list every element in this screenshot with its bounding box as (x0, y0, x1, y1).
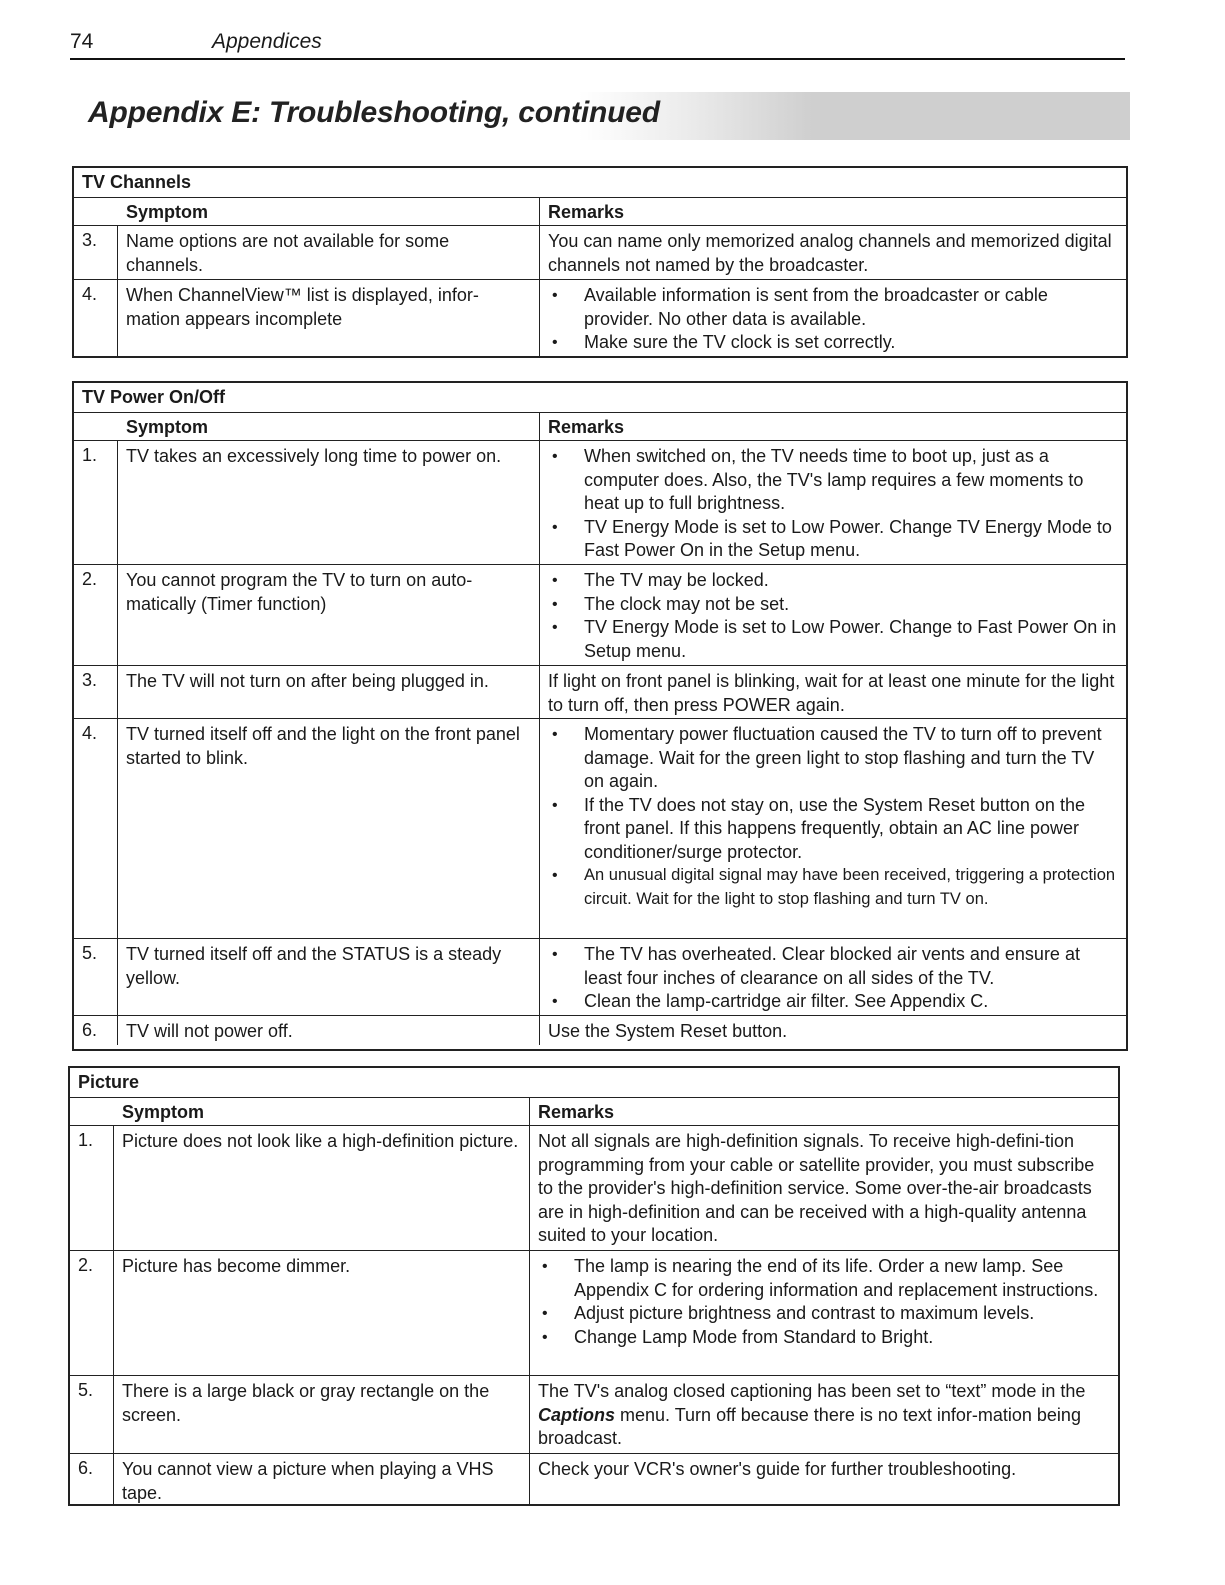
symptom-text: There is a large black or gray rectangle on the screen. (114, 1376, 530, 1453)
num-header (74, 198, 118, 225)
table-picture (68, 1066, 1120, 1506)
remarks-header: Remarks (538, 1102, 615, 1122)
bullet-item: • Available information is sent from the broadcaster or cable provider. No other data is available. (548, 284, 1118, 331)
table-row (74, 1016, 1126, 1045)
row-number: 6. (70, 1454, 114, 1504)
remarks-bullets (540, 565, 1126, 665)
remarks-bullets (540, 719, 1126, 938)
row-number: 2. (74, 565, 118, 665)
symptom-text: You cannot program the TV to turn on auto-matically (Timer function) (118, 565, 540, 665)
remarks-text (530, 1376, 1118, 1453)
row-number: 1. (70, 1126, 114, 1250)
section-name: Appendices (212, 30, 322, 53)
remarks-bullets (540, 280, 1126, 356)
bullet-item: • The TV has overheated. Clear blocked air vents and ensure at least four inches of clearance on all sides of the TV. (548, 943, 1118, 990)
symptom-header: Symptom (114, 1098, 530, 1125)
symptom-text: The TV will not turn on after being plugged in. (118, 666, 540, 718)
symptom-text: TV takes an excessively long time to power on. (118, 441, 540, 564)
row-number: 2. (70, 1251, 114, 1375)
page-title: Appendix E: Troubleshooting, continued (88, 96, 660, 129)
bullet-item: • Make sure the TV clock is set correctly. (548, 331, 1118, 355)
remarks-text: You can name only memorized analog channels and memorized digital channels not named by the broadcaster. (548, 231, 1112, 275)
bullet-item: • Momentary power fluctuation caused the TV to turn off to prevent damage. Wait for the green light to stop flashing and turn the TV on again. (548, 723, 1118, 794)
num-header (70, 1098, 114, 1125)
symptom-header: Symptom (118, 198, 540, 225)
table-row (70, 1251, 1118, 1376)
row-number: 6. (74, 1016, 118, 1045)
table-row (74, 719, 1126, 939)
symptom-text: You cannot view a picture when playing a VHS tape. (114, 1454, 530, 1504)
table-row (74, 666, 1126, 719)
symptom-text: TV turned itself off and the light on the front panel started to blink. (118, 719, 540, 938)
remarks-text: Use the System Reset button. (548, 1021, 788, 1041)
bullet-item: • Adjust picture brightness and contrast to maximum levels. (538, 1302, 1110, 1326)
bullet-item: • Change Lamp Mode from Standard to Bright. (538, 1326, 1110, 1350)
bullet-item: • Clean the lamp-cartridge air filter. See Appendix C. (548, 990, 1118, 1014)
bullet-item: • An unusual digital signal may have been received, triggering a protection circuit. Wait for the light to stop flashing and turn TV on. (548, 864, 1118, 911)
remarks-bullets (540, 939, 1126, 1015)
table-row (74, 939, 1126, 1016)
bullet-item: • TV Energy Mode is set to Low Power. Change to Fast Power On in Setup menu. (548, 616, 1118, 663)
table-row (70, 1376, 1118, 1454)
row-number: 1. (74, 441, 118, 564)
table-row (70, 1454, 1118, 1504)
symptom-text: When ChannelView™ list is displayed, infor-mation appears incomplete (118, 280, 540, 356)
table-row (74, 441, 1126, 565)
table-header-row (70, 1098, 1118, 1126)
row-number: 4. (74, 719, 118, 938)
symptom-text: Picture does not look like a high-definition picture. (114, 1126, 530, 1250)
symptom-text: Picture has become dimmer. (114, 1251, 530, 1375)
table-tv-power (72, 381, 1128, 1051)
table-row (74, 226, 1126, 280)
row-number: 3. (74, 666, 118, 718)
remarks-text: Not all signals are high-definition signals. To receive high-defini-tion programming from your cable or satellite provider, you must subscribe to the provider's high-definition service. Some over-the-air broadcasts are in high-definition and can be received with a high-quality antenna suited to your location. (538, 1131, 1095, 1245)
table-tv-channels (72, 166, 1128, 358)
bullet-item: • If the TV does not stay on, use the System Reset button on the front panel. If this happens frequently, obtain an AC line power conditioner/surge protector. (548, 794, 1118, 865)
bullet-item: • When switched on, the TV needs time to boot up, just as a computer does. Also, the TV's lamp requires a few moments to heat up to full brightness. (548, 445, 1118, 516)
table-title: TV Channels (74, 168, 1126, 198)
table-header-row (74, 198, 1126, 226)
table-row (74, 565, 1126, 666)
symptom-text: Name options are not available for some channels. (118, 226, 540, 279)
bullet-item: • The lamp is nearing the end of its life. Order a new lamp. See Appendix C for ordering information and replacement instructions. (538, 1255, 1110, 1302)
captions-menu-name: Captions (538, 1404, 616, 1425)
remarks-header: Remarks (548, 417, 625, 437)
table-header-row (74, 413, 1126, 441)
symptom-header: Symptom (118, 413, 540, 440)
row-number: 3. (74, 226, 118, 279)
row-number: 5. (70, 1376, 114, 1453)
remarks-part: The TV's analog closed captioning has been set to “text” mode in the (538, 1381, 1086, 1401)
bullet-item: • The clock may not be set. (548, 593, 1118, 617)
table-title: Picture (70, 1068, 1118, 1098)
page-number: 74 (70, 30, 94, 53)
num-header (74, 413, 118, 440)
remarks-part: menu. Turn off because there is no text infor-mation being broadcast. (538, 1404, 1081, 1448)
remarks-text: If light on front panel is blinking, wait for at least one minute for the light to turn off, then press POWER again. (548, 671, 1115, 715)
table-title: TV Power On/Off (74, 383, 1126, 413)
remarks-bullets (540, 441, 1126, 564)
symptom-text: TV will not power off. (118, 1016, 540, 1045)
remarks-header: Remarks (548, 202, 625, 222)
table-row (70, 1126, 1118, 1251)
row-number: 4. (74, 280, 118, 356)
page-header (70, 30, 1125, 60)
row-number: 5. (74, 939, 118, 1015)
symptom-text: TV turned itself off and the STATUS is a steady yellow. (118, 939, 540, 1015)
bullet-item: • The TV may be locked. (548, 569, 1118, 593)
remarks-bullets (530, 1251, 1118, 1375)
remarks-text: Check your VCR's owner's guide for further troubleshooting. (538, 1459, 1017, 1479)
table-row (74, 280, 1126, 356)
bullet-item: • TV Energy Mode is set to Low Power. Change TV Energy Mode to Fast Power On in the Setup menu. (548, 516, 1118, 563)
